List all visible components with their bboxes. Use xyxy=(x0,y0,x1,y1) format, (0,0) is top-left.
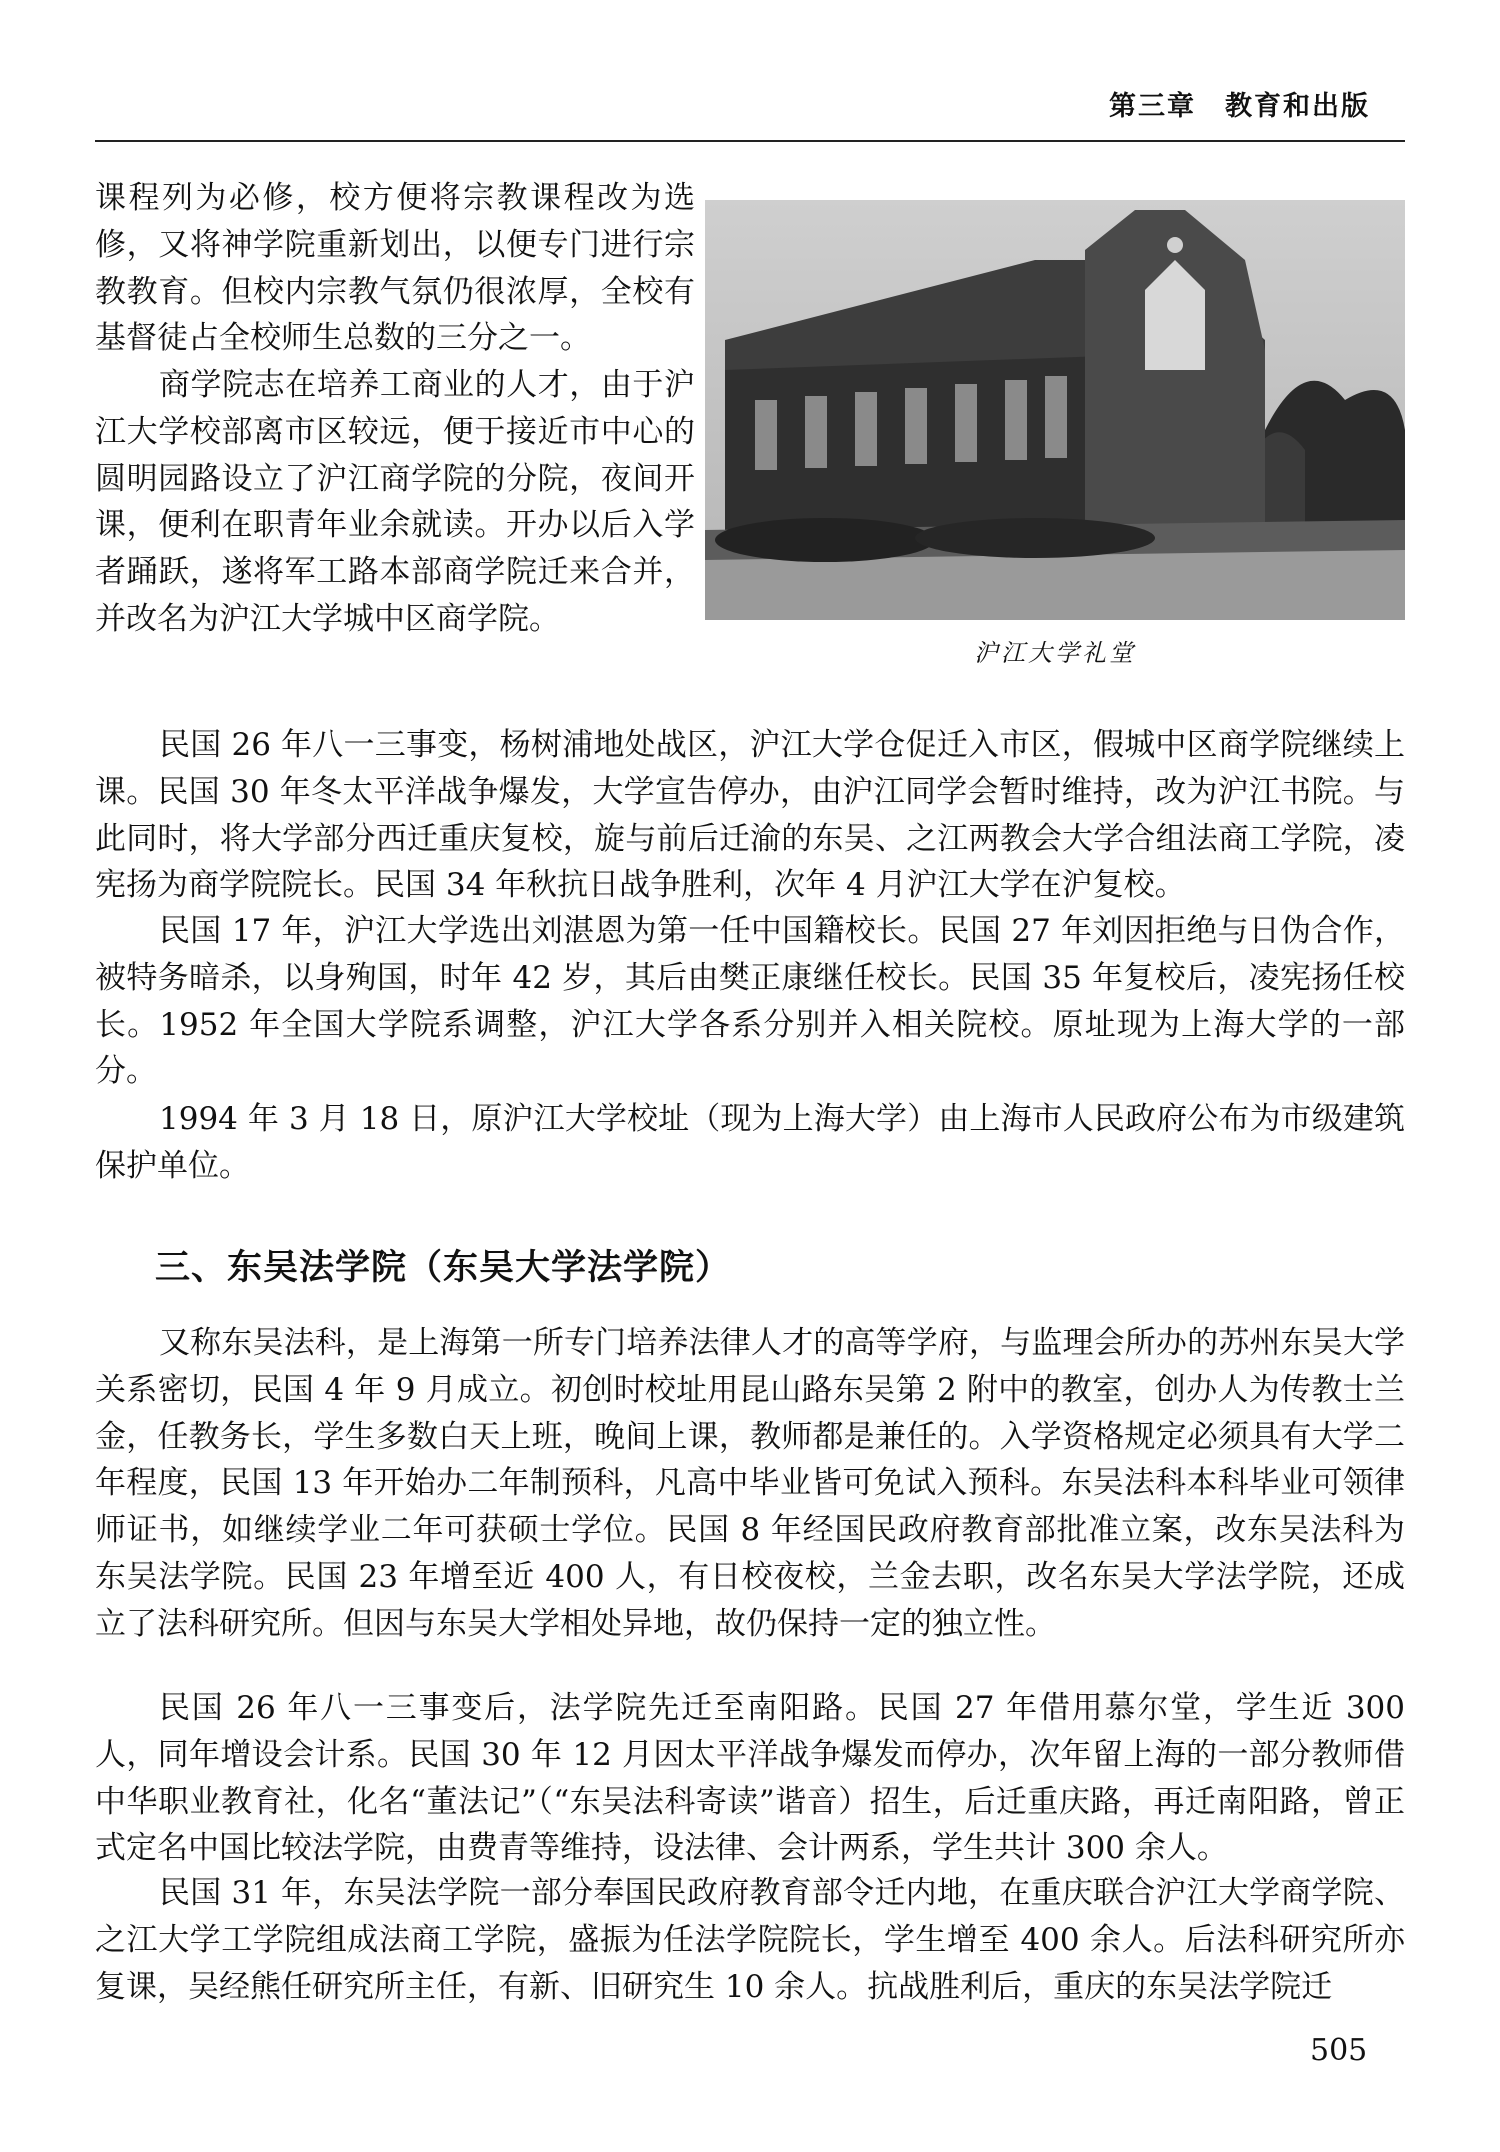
auditorium-photo xyxy=(705,200,1405,620)
section-heading: 三、东吴法学院（东吴大学法学院） xyxy=(155,1248,732,1288)
auditorium-photo-image xyxy=(705,200,1405,620)
running-header xyxy=(95,84,1405,142)
paragraph-3: 民国 26 年八一三事变，杨树浦地处战区，沪江大学仓促迁入市区，假城中区商学院继续上课。民国 30 年冬太平洋战争爆发，大学宣告停办，由沪江同学会暂时维持，改为沪江书院。与此同时，将大学部分西迁重庆复校，旋与前后迁渝的东吴、之江两教会大学合组法商工学院，凌宪扬为商学院院长。民国 34 年秋抗日战争胜利，次年 4 月沪江大学在沪复校。 xyxy=(95,727,1405,904)
photo-caption: 沪江大学礼堂 xyxy=(974,639,1136,667)
paragraph-4: 民国 17 年，沪江大学选出刘湛恩为第一任中国籍校长。民国 27 年刘因拒绝与日伪合作，被特务暗杀，以身殉国，时年 42 岁，其后由樊正康继任校长。民国 35 年复校后，凌宪扬任校长。1952 年全国大学院系调整，沪江大学各系分别并入相关院校。原址现为上海大学的一部分。 xyxy=(95,913,1405,1090)
paragraph-8: 民国 31 年，东吴法学院一部分奉国民政府教育部令迁内地，在重庆联合沪江大学商学院、之江大学工学院组成法商工学院，盛振为任法学院院长，学生增至 400 余人。后法科研究所亦复课，吴经熊任研究所主任，有新、旧研究生 10 余人。抗战胜利后，重庆的东吴法学院迁 xyxy=(95,1875,1405,2005)
page-number: 505 xyxy=(1310,2033,1368,2068)
paragraph-2: 商学院志在培养工商业的人才，由于沪江大学校部离市区较远，便于接近市中心的圆明园路设立了沪江商学院的分院，夜间开课，便利在职青年业余就读。开办以后入学者踊跃，遂将军工路本部商学院迁来合并，并改名为沪江大学城中区商学院。 xyxy=(95,367,695,637)
paragraph-7: 民国 26 年八一三事变后，法学院先迁至南阳路。民国 27 年借用慕尔堂，学生近 300 人，同年增设会计系。民国 30 年 12 月因太平洋战争爆发而停办，次年留上海的一部分教师借中华职业教育社，化名“董法记”（“东吴法科寄读”谐音）招生，后迁重庆路，再迁南阳路，曾正式定名中国比较法学院，由费青等维持，设法律、会计两系，学生共计 300 余人。 xyxy=(95,1690,1405,1867)
paragraph-1: 课程列为必修，校方便将宗教课程改为选修，又将神学院重新划出，以便专门进行宗教教育。但校内宗教气氛仍很浓厚，全校有基督徒占全校师生总数的三分之一。 xyxy=(95,180,695,357)
chapter-title: 第三章 教育和出版 xyxy=(1109,91,1370,122)
paragraph-5: 1994 年 3 月 18 日，原沪江大学校址（现为上海大学）由上海市人民政府公布为市级建筑保护单位。 xyxy=(95,1101,1405,1184)
paragraph-6: 又称东吴法科，是上海第一所专门培养法律人才的高等学府，与监理会所办的苏州东吴大学关系密切，民国 4 年 9 月成立。初创时校址用昆山路东吴第 2 附中的教室，创办人为传教士兰金，任教务长，学生多数白天上班，晚间上课，教师都是兼任的。入学资格规定必须具有大学二年程度，民国 13 年开始办二年制预科，凡高中毕业皆可免试入预科。东吴法科本科毕业可领律师证书，如继续学业二年可获硕士学位。民国 8 年经国民政府教育部批准立案，改东吴法科为东吴法学院。民国 23 年增至近 400 人，有日校夜校，兰金去职，改名东吴大学法学院，还成立了法科研究所。但因与东吴大学相处异地，故仍保持一定的独立性。 xyxy=(95,1325,1405,1642)
